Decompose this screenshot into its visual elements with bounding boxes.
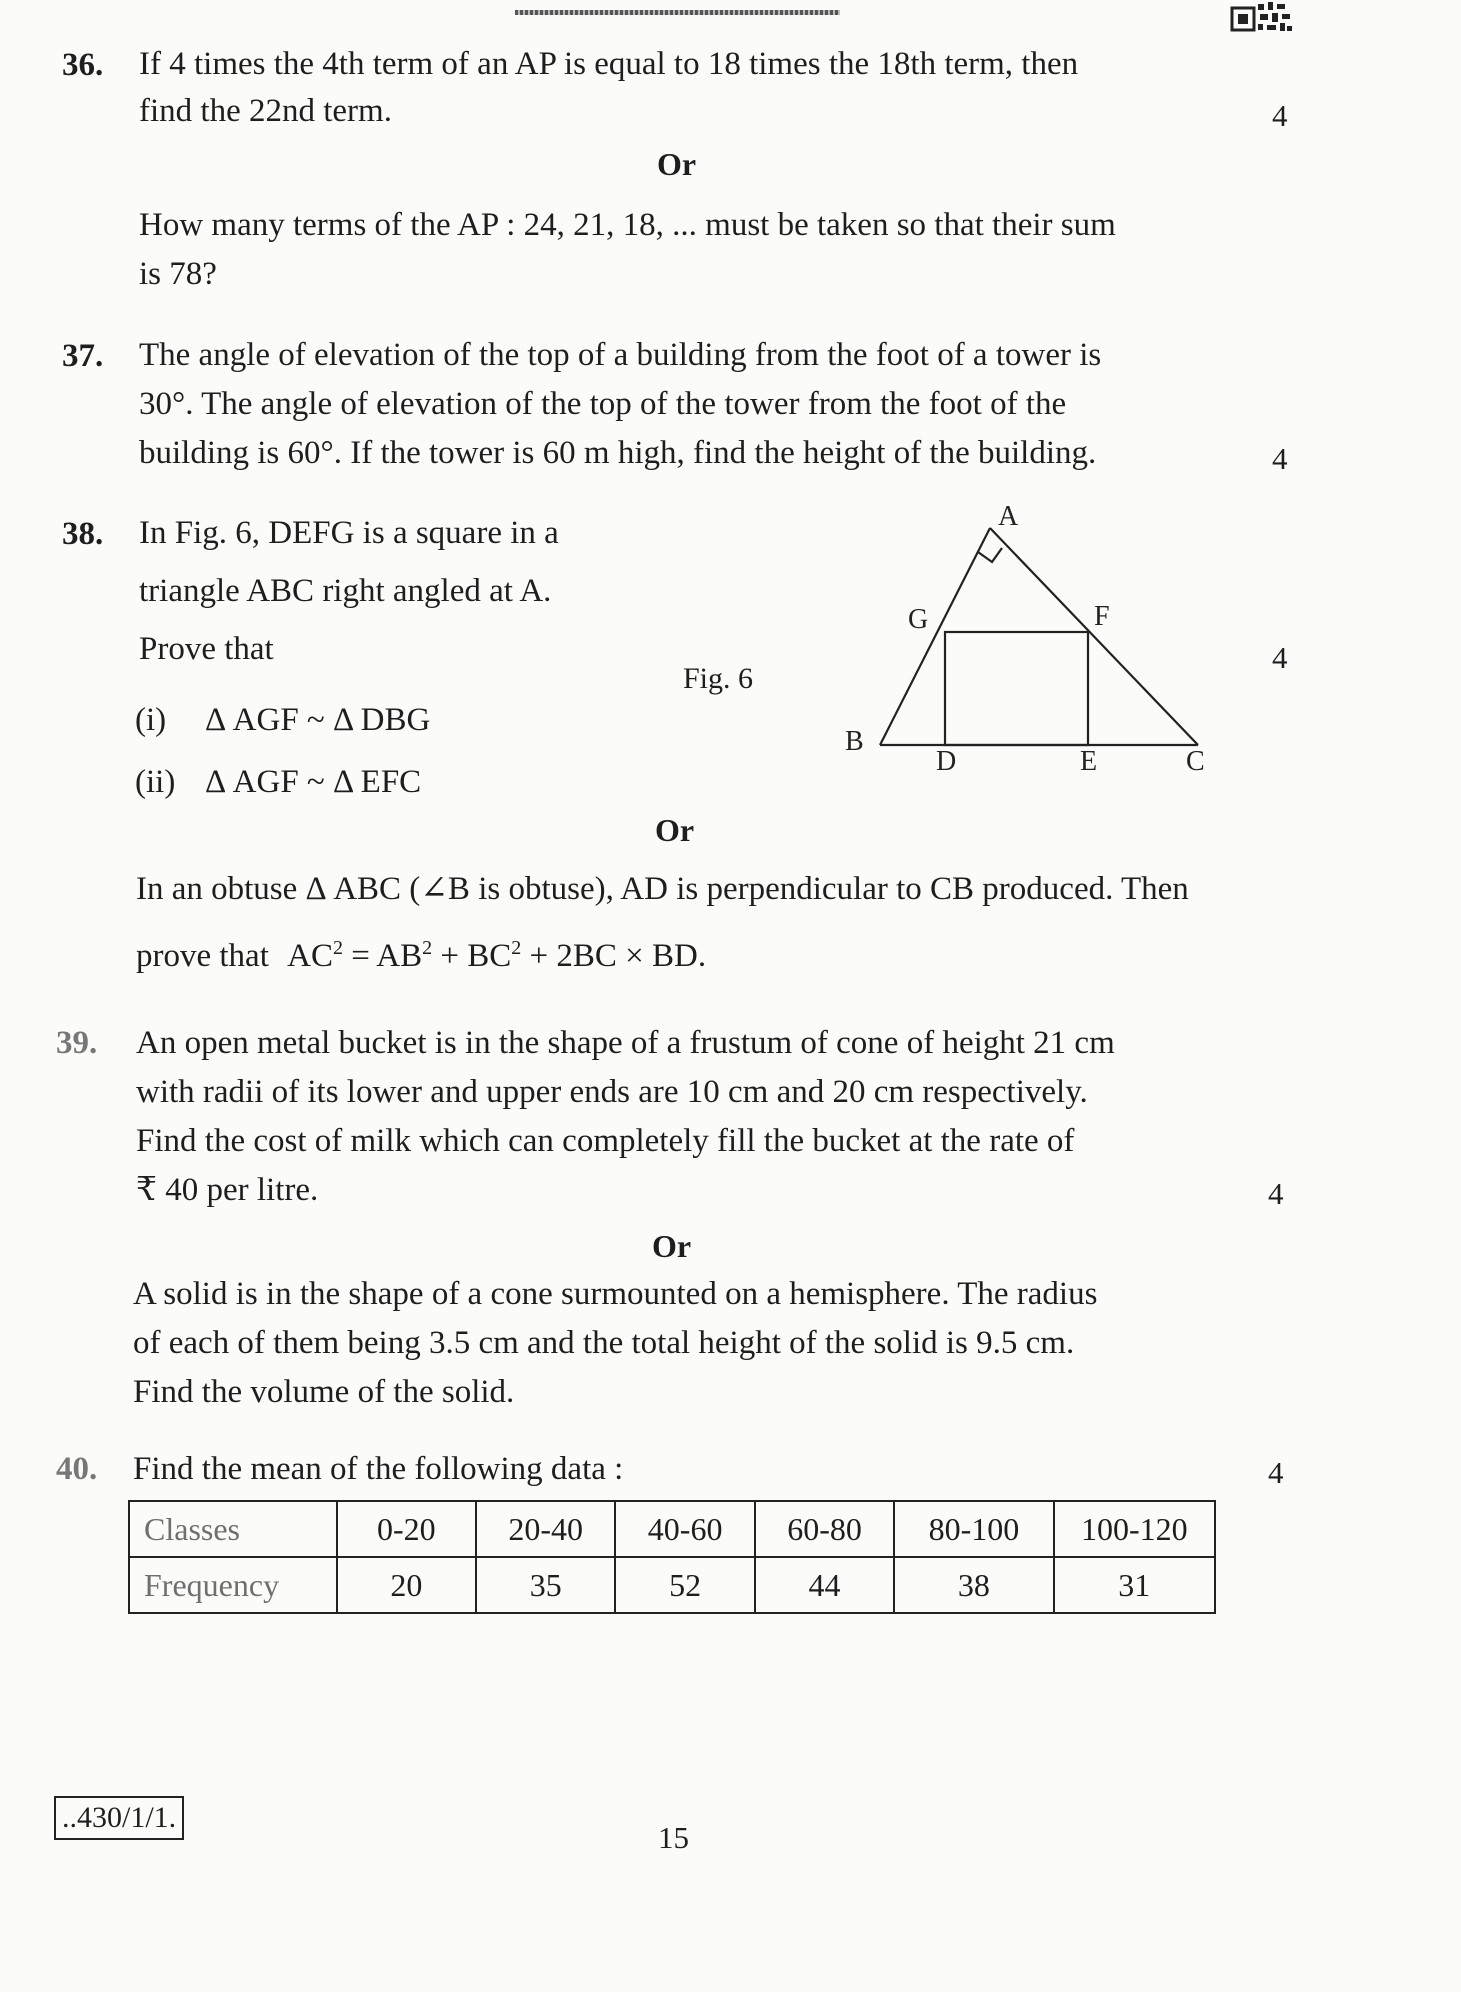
q38-number: 38.: [62, 516, 104, 552]
q39-line1: An open metal bucket is in the shape of a frustum of cone of height 21 cm: [136, 1025, 1115, 1061]
q40-marks: 4: [1268, 1455, 1284, 1490]
table-cell: 52: [615, 1557, 754, 1613]
table-row-label: Classes: [129, 1501, 337, 1557]
q38-part1-label: (i): [135, 702, 167, 738]
table-cell: 20-40: [476, 1501, 615, 1557]
fig6-square-defg: [945, 632, 1088, 745]
table-row-label: Frequency: [129, 1557, 337, 1613]
q39-or: Or: [652, 1228, 692, 1264]
q36-line2: find the 22nd term.: [139, 93, 392, 129]
q39-line3: Find the cost of milk which can completely fill the bucket at the rate of: [136, 1123, 1075, 1159]
q37-line3: building is 60°. If the tower is 60 m high, find the height of the building.: [139, 435, 1097, 471]
q39-alt-line1: A solid is in the shape of a cone surmounted on a hemisphere. The radius: [133, 1276, 1098, 1312]
q38-part2-text: Δ AGF ~ Δ EFC: [205, 764, 422, 800]
fig6-label-e: E: [1080, 746, 1098, 777]
q39-marks: 4: [1268, 1176, 1284, 1211]
table-cell: 35: [476, 1557, 615, 1613]
q38-marks: 4: [1272, 640, 1288, 675]
page-number: 15: [658, 1820, 689, 1855]
table-row: [129, 1501, 1215, 1557]
q38-alt-line1: In an obtuse Δ ABC (∠B is obtuse), AD is perpendicular to CB produced. Then: [136, 871, 1189, 907]
fig6-label-d: D: [936, 746, 957, 777]
q39-line4: ₹ 40 per litre.: [136, 1172, 319, 1208]
q36-or: Or: [657, 146, 697, 182]
q37-line1: The angle of elevation of the top of a building from the foot of a tower is: [139, 337, 1102, 373]
fig6-label-f: F: [1094, 601, 1110, 632]
fig6-label-g: G: [908, 604, 929, 635]
q40-number: 40.: [56, 1451, 98, 1487]
q37-marks: 4: [1272, 441, 1288, 476]
q38-line2: triangle ABC right angled at A.: [139, 573, 552, 609]
table-cell: 20: [337, 1557, 476, 1613]
fig6-right-angle-mark: [978, 548, 1002, 562]
table-cell: 38: [894, 1557, 1053, 1613]
table-cell: 0-20: [337, 1501, 476, 1557]
q39-alt-line3: Find the volume of the solid.: [133, 1374, 515, 1410]
q40-line1: Find the mean of the following data :: [133, 1451, 624, 1487]
q38-line1: In Fig. 6, DEFG is a square in a: [139, 515, 559, 551]
q40-frequency-table: [128, 1500, 1216, 1614]
q36-marks: 4: [1272, 98, 1288, 133]
q36-alt-line2: is 78?: [139, 256, 217, 292]
q37-number: 37.: [62, 338, 104, 374]
q38-part1-text: Δ AGF ~ Δ DBG: [205, 702, 431, 738]
fig6-label-c: C: [1186, 746, 1205, 777]
q38-line3: Prove that: [139, 631, 274, 667]
q36-number: 36.: [62, 47, 104, 83]
q38-alt-line2: [136, 924, 706, 981]
q39-line2: with radii of its lower and upper ends are 10 cm and 20 cm respectively.: [136, 1074, 1088, 1110]
fig6-label-b: B: [845, 726, 864, 757]
qr-code-icon: [1230, 0, 1294, 34]
fig6-label-a: A: [998, 501, 1019, 532]
q38-or: Or: [655, 812, 695, 848]
fig6-caption: Fig. 6: [683, 662, 754, 695]
table-row: [129, 1557, 1215, 1613]
table-cell: 31: [1054, 1557, 1215, 1613]
q38-alt-equation: $AC^2 = AB^2 + BC^2 + 2BC$ × BD.: [287, 937, 707, 974]
fig6-diagram: [840, 500, 1220, 790]
fig6-side-ac: [990, 528, 1198, 745]
paper-code-box: ..430/1/1.: [54, 1796, 184, 1840]
top-header-strip: [515, 10, 840, 15]
q38-alt-prefix: prove that: [136, 938, 269, 974]
table-cell: 60-80: [755, 1501, 894, 1557]
q37-line2: 30°. The angle of elevation of the top of the tower from the foot of the: [139, 386, 1067, 422]
q39-number: 39.: [56, 1025, 98, 1061]
table-cell: 40-60: [615, 1501, 754, 1557]
q36-alt-line1: How many terms of the AP : 24, 21, 18, ... must be taken so that their sum: [139, 207, 1116, 243]
q39-alt-line2: of each of them being 3.5 cm and the total height of the solid is 9.5 cm.: [133, 1325, 1075, 1361]
q38-part2-label: (ii): [135, 764, 176, 800]
table-cell: 80-100: [894, 1501, 1053, 1557]
q36-line1: If 4 times the 4th term of an AP is equal to 18 times the 18th term, then: [139, 46, 1079, 82]
table-cell: 100-120: [1054, 1501, 1215, 1557]
table-cell: 44: [755, 1557, 894, 1613]
fig6-side-ab: [880, 528, 990, 745]
